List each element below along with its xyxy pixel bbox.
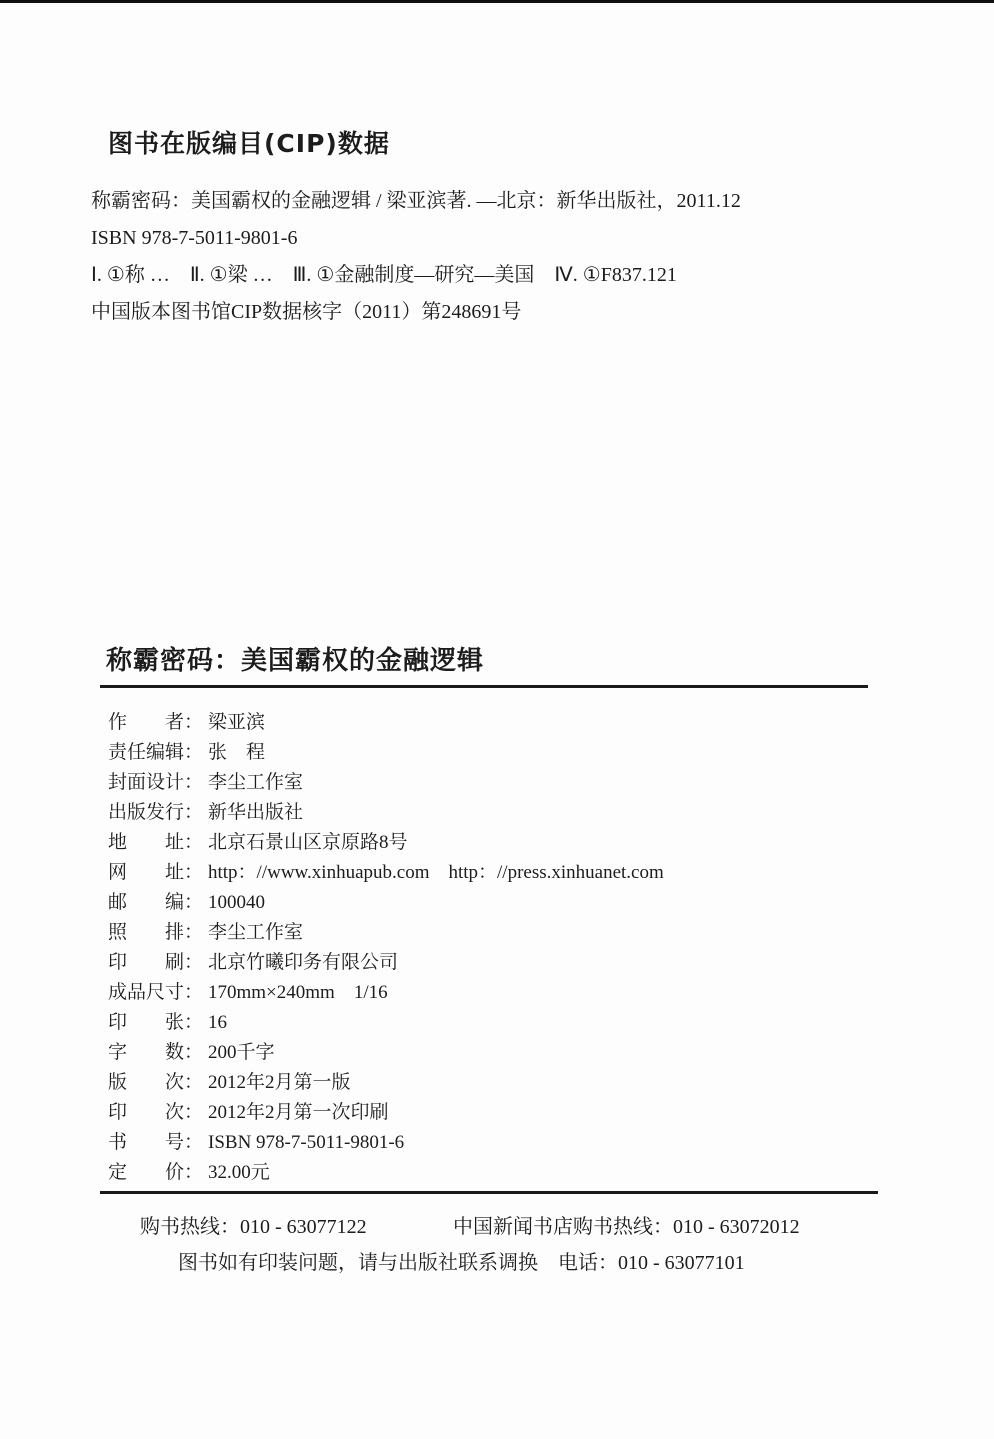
colophon-label: 封面设计： <box>108 772 204 793</box>
colophon-label: 书 号： <box>108 1132 204 1153</box>
colophon-row-postcode <box>108 888 664 918</box>
page-top-border <box>0 0 994 3</box>
cip-catalog-line: 称霸密码：美国霸权的金融逻辑 / 梁亚滨著. —北京：新华出版社，2011.12 <box>91 190 741 212</box>
colophon-row-publisher <box>108 798 664 828</box>
colophon-row-isbn <box>108 1128 664 1158</box>
colophon-label: 照 排： <box>108 922 204 943</box>
colophon-label: 字 数： <box>108 1042 204 1063</box>
colophon-value: 北京竹曦印务有限公司 <box>208 952 399 973</box>
colophon-row-address <box>108 828 664 858</box>
bookstore-hotline: 中国新闻书店购书热线：010 - 63072012 <box>453 1216 800 1238</box>
cip-classification-line: Ⅰ. ①称 … Ⅱ. ①梁 … Ⅲ. ①金融制度—研究—美国 Ⅳ. ①F837.121 <box>91 264 677 286</box>
purchase-hotline: 购书热线：010 - 63077122 <box>140 1216 367 1238</box>
colophon-row-author <box>108 708 664 738</box>
colophon-row-impression <box>108 1098 664 1128</box>
colophon-label: 成品尺寸： <box>108 982 204 1003</box>
colophon-value: 北京石景山区京原路8号 <box>208 832 408 853</box>
colophon-label: 印 张： <box>108 1012 204 1033</box>
colophon-row-price <box>108 1158 664 1188</box>
colophon-value: 李尘工作室 <box>208 772 304 793</box>
colophon-label: 邮 编： <box>108 892 204 913</box>
title-divider <box>100 685 868 688</box>
colophon-label: 定 价： <box>108 1162 204 1183</box>
colophon-value: 16 <box>208 1012 227 1033</box>
cip-data-header: 图书在版编目(CIP)数据 <box>108 129 390 158</box>
cip-data-block <box>91 183 741 331</box>
colophon-value: 200千字 <box>208 1042 275 1063</box>
colophon-label: 出版发行： <box>108 802 204 823</box>
colophon-value: http：//www.xinhuapub.com http：//press.xinhuanet.com <box>208 862 664 883</box>
colophon-row-typesetting <box>108 918 664 948</box>
colophon-value: 32.00元 <box>208 1162 270 1183</box>
colophon-value: 2012年2月第一版 <box>208 1072 351 1093</box>
colophon-label: 网 址： <box>108 862 204 883</box>
colophon-value: 100040 <box>208 892 265 913</box>
colophon-row-editor <box>108 738 664 768</box>
colophon-row-edition <box>108 1068 664 1098</box>
colophon-value: 张 程 <box>208 742 266 763</box>
colophon-label: 版 次： <box>108 1072 204 1093</box>
colophon-value: 梁亚滨 <box>208 712 266 733</box>
colophon-row-cover-design <box>108 768 664 798</box>
book-title: 称霸密码：美国霸权的金融逻辑 <box>106 646 485 676</box>
hotline-line <box>0 1210 994 1240</box>
colophon-value: 新华出版社 <box>208 802 304 823</box>
colophon-row-trim-size <box>108 978 664 1008</box>
colophon-value: 李尘工作室 <box>208 922 304 943</box>
colophon-label: 作 者： <box>108 712 204 733</box>
colophon-label: 印 刷： <box>108 952 204 973</box>
colophon-label: 责任编辑： <box>108 742 204 763</box>
colophon-label: 地 址： <box>108 832 204 853</box>
colophon-value: 2012年2月第一次印刷 <box>208 1102 389 1123</box>
colophon-label: 印 次： <box>108 1102 204 1123</box>
colophon-value: ISBN 978-7-5011-9801-6 <box>208 1132 405 1153</box>
colophon-row-word-count <box>108 1038 664 1068</box>
colophon-row-sheets <box>108 1008 664 1038</box>
cip-isbn-line: ISBN 978-7-5011-9801-6 <box>91 227 298 249</box>
colophon-row-printer <box>108 948 664 978</box>
footer-divider <box>100 1191 878 1194</box>
colophon-list <box>108 708 664 1188</box>
colophon-value: 170mm×240mm 1/16 <box>208 982 388 1003</box>
binding-problem-notice: 图书如有印装问题，请与出版社联系调换 电话：010 - 63077101 <box>178 1252 745 1274</box>
colophon-row-website <box>108 858 664 888</box>
cip-record-number-line: 中国版本图书馆CIP数据核字（2011）第248691号 <box>91 301 522 323</box>
